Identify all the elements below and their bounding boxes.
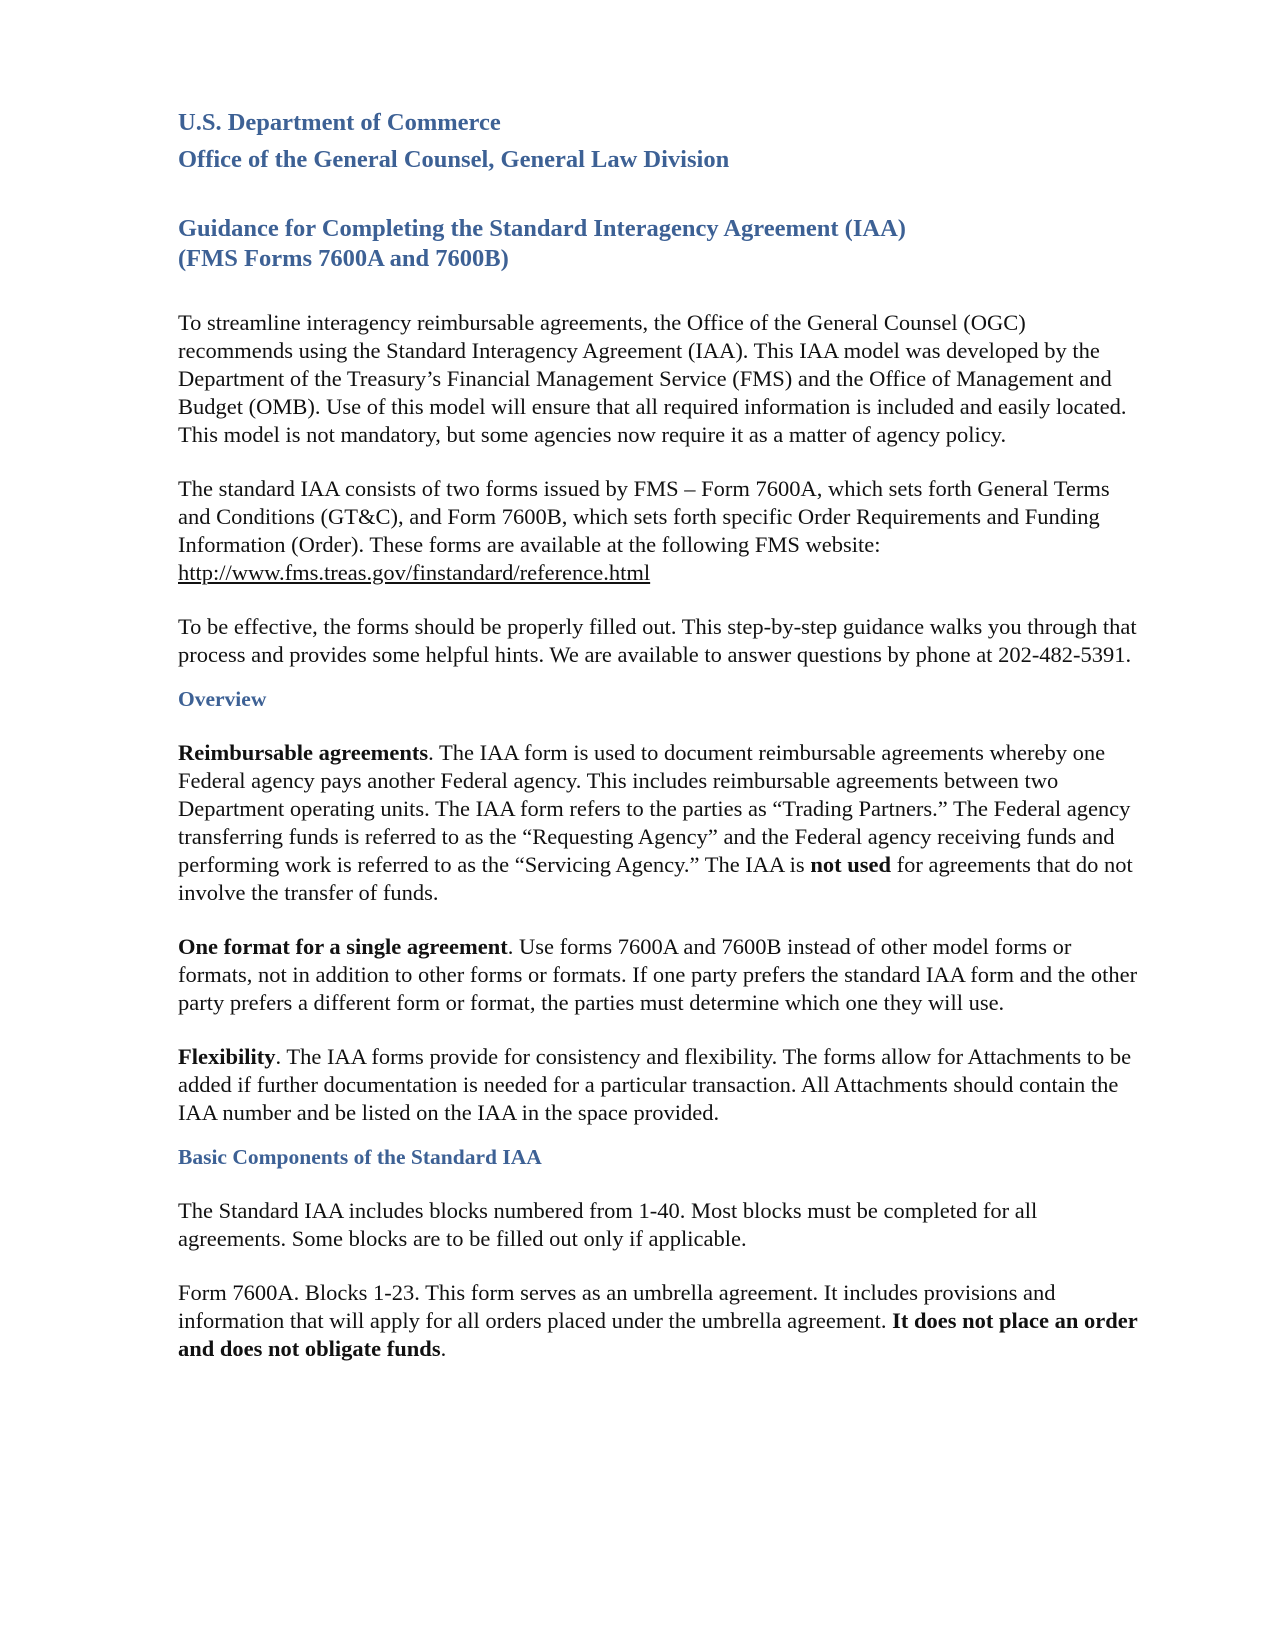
document-page xyxy=(178,104,1138,1363)
one-format-paragraph xyxy=(178,933,1138,1017)
reimbursable-agreements-lead: Reimbursable agreements xyxy=(178,740,429,765)
reimbursable-agreements-text-1: . The IAA form is used to document reimbursable agreements whereby one Federal agency pays another Federal agency. This includes reimbursable agreements between two Department operating units. The IAA form refers to the parties as “Trading Partners.” The Federal agency transferring funds is referred to as the “Requesting Agency” and the Federal agency receiving funds and performing work is referred to as the “Servicing Agency.” The IAA is xyxy=(178,740,1131,877)
reimbursable-agreements-text-2: for agreements that do not involve the transfer of funds. xyxy=(178,852,1133,905)
guidance-title xyxy=(178,214,1138,274)
components-paragraph-1: The Standard IAA includes blocks numbered from 1-40. Most blocks must be completed for all agreements. Some blocks are to be filled out only if applicable. xyxy=(178,1198,1038,1251)
flexibility-lead: Flexibility xyxy=(178,1044,276,1069)
intro-paragraph-2 xyxy=(178,475,1138,587)
form-7600a-paragraph xyxy=(178,1279,1138,1363)
form-7600a-end: . xyxy=(440,1336,447,1361)
office-name: Office of the General Counsel, General Law Division xyxy=(178,146,730,173)
form-7600a-text: Form 7600A. Blocks 1-23. This form serves as an umbrella agreement. It includes provisions and information that will apply for all orders placed under the umbrella agreement. xyxy=(178,1280,1056,1333)
intro-paragraph-2-text: The standard IAA consists of two forms issued by FMS – Form 7600A, which sets forth General Terms and Conditions (GT&C), and Form 7600B, which sets forth specific Order Requirements and Funding Information (Order). These forms are available at the following FMS website: xyxy=(178,476,1110,557)
intro-paragraph-3: To be effective, the forms should be properly filled out. This step-by-step guidance walks you through that process and provides some helpful hints. We are available to answer questions by phone at 202-482-5391. xyxy=(178,614,1137,667)
guidance-title-line-2: (FMS Forms 7600A and 7600B) xyxy=(178,245,509,272)
overview-heading: Overview xyxy=(178,687,267,711)
not-used-emphasis: not used xyxy=(810,852,891,877)
fms-website-link[interactable]: http://www.fms.treas.gov/finstandard/reference.html xyxy=(178,560,651,585)
basic-components-heading: Basic Components of the Standard IAA xyxy=(178,1145,542,1169)
flexibility-text: . The IAA forms provide for consistency and flexibility. The forms allow for Attachments to be added if further documentation is needed for a particular transaction. All Attachments should contain the IAA number and be listed on the IAA in the space provided. xyxy=(178,1044,1132,1125)
intro-paragraph-1: To streamline interagency reimbursable agreements, the Office of the General Counsel (OGC) recommends using the Standard Interagency Agreement (IAA). This IAA model was developed by the Department of the Treasury’s Financial Management Service (FMS) and the Office of Management and Budget (OMB). Use of this model will ensure that all required information is included and easily located. This model is not mandatory, but some agencies now require it as a matter of agency policy. xyxy=(178,310,1127,447)
does-not-obligate-emphasis: It does not place an order and does not obligate funds xyxy=(178,1308,1138,1361)
reimbursable-agreements-paragraph xyxy=(178,739,1138,907)
one-format-lead: One format for a single agreement xyxy=(178,934,508,959)
one-format-text: . Use forms 7600A and 7600B instead of other model forms or formats, not in addition to other forms or formats. If one party prefers the standard IAA form and the other party prefers a different form or format, the parties must determine which one they will use. xyxy=(178,934,1138,1015)
department-name: U.S. Department of Commerce xyxy=(178,109,501,136)
flexibility-paragraph xyxy=(178,1043,1138,1127)
guidance-title-line-1: Guidance for Completing the Standard Interagency Agreement (IAA) xyxy=(178,215,906,242)
